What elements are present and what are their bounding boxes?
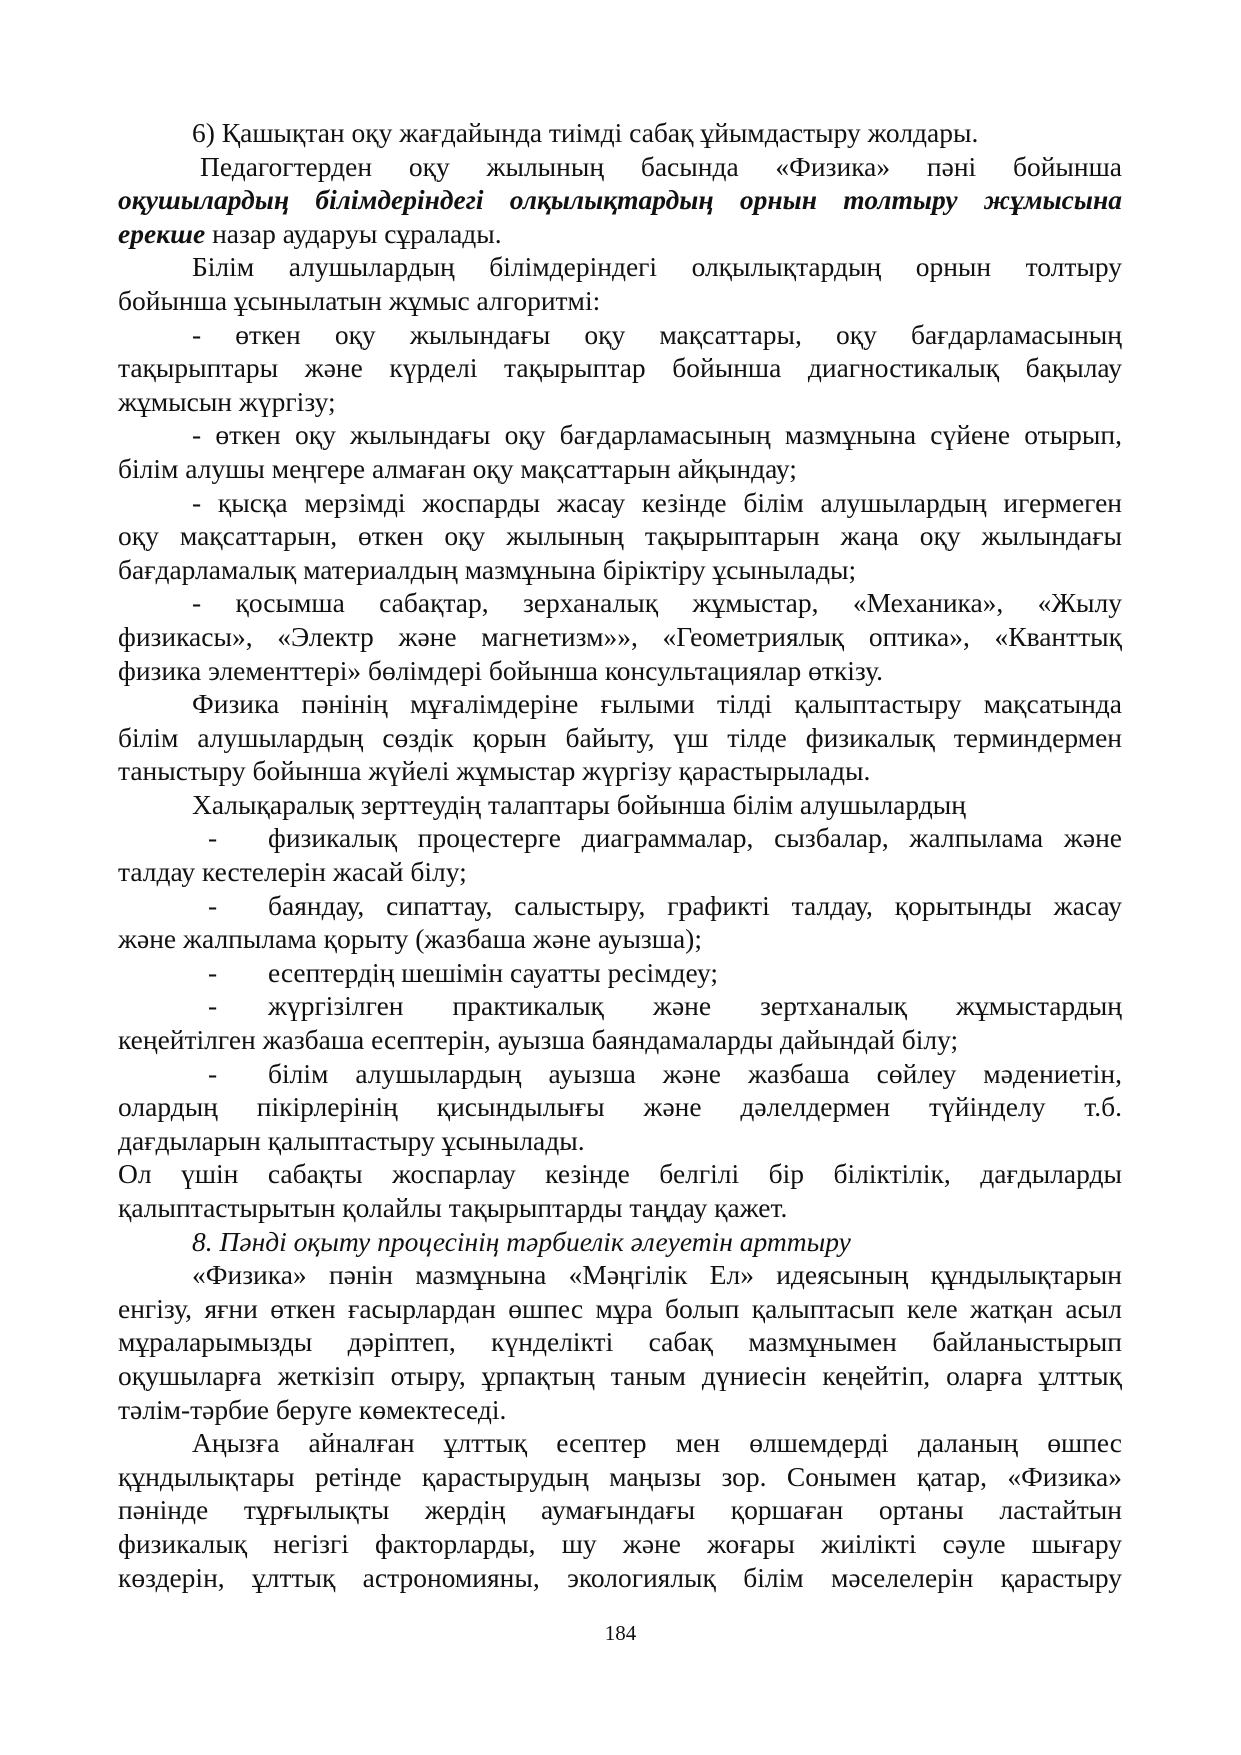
paragraph-text: назар аударуы сұралады. bbox=[205, 217, 502, 249]
algorithm-item: - өткен оқу жылындағы оқу мақсаттары, оқу бағдарламасының bbox=[192, 318, 1122, 350]
bullet-text: баяндау, сипаттау, салыстыру, графикті талдау, қорытынды жасау bbox=[268, 889, 1122, 921]
paragraph-line: тақырыптары және күрделі тақырыптар бойынша диагностикалық бақылау bbox=[118, 352, 1122, 384]
paragraph-line: пәнінде тұрғылықты жердің аумағындағы қоршаған ортаны ластайтын bbox=[118, 1494, 1122, 1526]
paragraph-line: оқушыларға жеткізіп отыру, ұрпақтың таным дүниесін кеңейтіп, оларға ұлттық bbox=[118, 1359, 1122, 1391]
emphasized-word: ерекше bbox=[118, 217, 206, 249]
paragraph-line: кеңейтілген жазбаша есептерін, ауызша баяндамаларды дайындай білу; bbox=[118, 1024, 959, 1056]
algorithm-item: - өткен оқу жылындағы оқу бағдарламасының мазмұнына сүйене отырып, bbox=[192, 419, 1122, 451]
paragraph-line: жұмысын жүргізу; bbox=[118, 385, 336, 417]
bullet-text: жүргізілген практикалық және зертханалық жұмыстардың bbox=[268, 990, 1122, 1022]
body-text bbox=[118, 116, 1122, 1594]
paragraph-line: физикасы», «Электр және магнетизм»», «Геометриялық оптика», «Кванттық bbox=[118, 620, 1122, 652]
bullet-marker: - bbox=[208, 956, 218, 988]
paragraph-line: тәлім-тәрбие беруге көмектеседі. bbox=[118, 1393, 507, 1425]
section-heading-8: 8. Пәнді оқыту процесінің тәрбиелік әлеуетін арттыру bbox=[192, 1225, 851, 1257]
paragraph-line: бойынша ұсынылатын жұмыс алгоритмі: bbox=[118, 284, 601, 316]
paragraph-line: Аңызға айналған ұлттық есептер мен өлшемдерді даланың өшпес bbox=[192, 1427, 1122, 1459]
bullet-item bbox=[118, 956, 1122, 990]
bullet-text: физикалық процестерге диаграммалар, сызбалар, жалпылама және bbox=[268, 822, 1122, 854]
paragraph-line: физика элементтері» бөлімдері бойынша консультациялар өткізу. bbox=[118, 654, 883, 686]
bullet-item bbox=[118, 889, 1122, 923]
paragraph-line: көздерін, ұлттық астрономияны, экологиялық білім мәселелерін қарастыру bbox=[118, 1561, 1122, 1593]
bullet-item bbox=[118, 1057, 1122, 1091]
paragraph-line: Педагогтерден оқу жылының басында «Физика» пәні бойынша bbox=[200, 150, 1122, 182]
paragraph-line: білім алушы меңгере алмаған оқу мақсаттарын айқындау; bbox=[118, 452, 797, 484]
paragraph-line: дағдыларын қалыптастыру ұсынылады. bbox=[118, 1124, 585, 1156]
algorithm-item: - қысқа мерзімді жоспарды жасау кезінде білім алушылардың игермеген bbox=[192, 486, 1122, 518]
bullet-item bbox=[118, 989, 1122, 1023]
bullet-item bbox=[118, 821, 1122, 855]
paragraph-line: құндылықтары ретінде қарастырудың маңызы зор. Сонымен қатар, «Физика» bbox=[118, 1460, 1122, 1492]
paragraph-line: олардың пікірлерінің қисындылығы және дәлелдермен түйінделу т.б. bbox=[118, 1091, 1122, 1123]
emphasized-line: оқушылардың білімдеріндегі олқылықтардың орнын толтыру жұмысына bbox=[118, 184, 1122, 216]
paragraph-line: мұраларымызды дәріптеп, күнделікті сабақ мазмұнымен байланыстырып bbox=[118, 1326, 1122, 1358]
bullet-marker: - bbox=[208, 889, 218, 921]
paragraph-line: бағдарламалық материалдың мазмұнына біріктіру ұсынылады; bbox=[118, 553, 857, 585]
paragraph-line: Халықаралық зерттеудің талаптары бойынша білім алушылардың bbox=[192, 788, 966, 820]
paragraph-line: Білім алушылардың білімдеріндегі олқылықтардың орнын толтыру bbox=[192, 251, 1122, 283]
paragraph-line: енгізу, яғни өткен ғасырлардан өшпес мұра болып қалыптасып келе жатқан асыл bbox=[118, 1292, 1122, 1324]
paragraph-line: «Физика» пәнін мазмұнына «Мәңгілік Ел» идеясының құндылықтарын bbox=[192, 1259, 1122, 1291]
paragraph-line bbox=[118, 217, 1122, 251]
paragraph-line: таныстыру бойынша жүйелі жұмыстар жүргізу қарастырылады. bbox=[118, 755, 871, 787]
paragraph-line: оқу мақсаттарын, өткен оқу жылының тақырыптарын жаңа оқу жылындағы bbox=[118, 520, 1122, 552]
bullet-marker: - bbox=[208, 990, 218, 1022]
bullet-text: білім алушылардың ауызша және жазбаша сөйлеу мәдениетін, bbox=[268, 1057, 1122, 1089]
paragraph-line: Ол үшін сабақты жоспарлау кезінде белгілі бір біліктілік, дағдыларды bbox=[118, 1158, 1122, 1190]
paragraph-line: талдау кестелерін жасай білу; bbox=[118, 856, 467, 888]
bullet-marker: - bbox=[208, 1057, 218, 1089]
bullet-marker: - bbox=[208, 822, 218, 854]
algorithm-item: - қосымша сабақтар, зерханалық жұмыстар, «Механика», «Жылу bbox=[192, 587, 1122, 619]
bullet-text: есептердің шешімін сауатты ресімдеу; bbox=[268, 956, 719, 988]
page-number: 184 bbox=[604, 1621, 637, 1645]
paragraph-line: білім алушылардың сөздік қорын байыту, үш тілде физикалық терминдермен bbox=[118, 721, 1122, 753]
section-item-6: 6) Қашықтан оқу жағдайында тиімді сабақ ұйымдастыру жолдары. bbox=[192, 117, 979, 148]
paragraph-line: Физика пәнінің мұғалімдеріне ғылыми тілді қалыптастыру мақсатында bbox=[192, 688, 1122, 720]
paragraph-line: және жалпылама қорыту (жазбаша және ауызша); bbox=[118, 923, 702, 955]
paragraph-line: физикалық негізгі факторларды, шу және жоғары жиілікті сәуле шығару bbox=[118, 1527, 1122, 1559]
paragraph-line: қалыптастырытын қолайлы тақырыптарды таңдау қажет. bbox=[118, 1192, 788, 1223]
